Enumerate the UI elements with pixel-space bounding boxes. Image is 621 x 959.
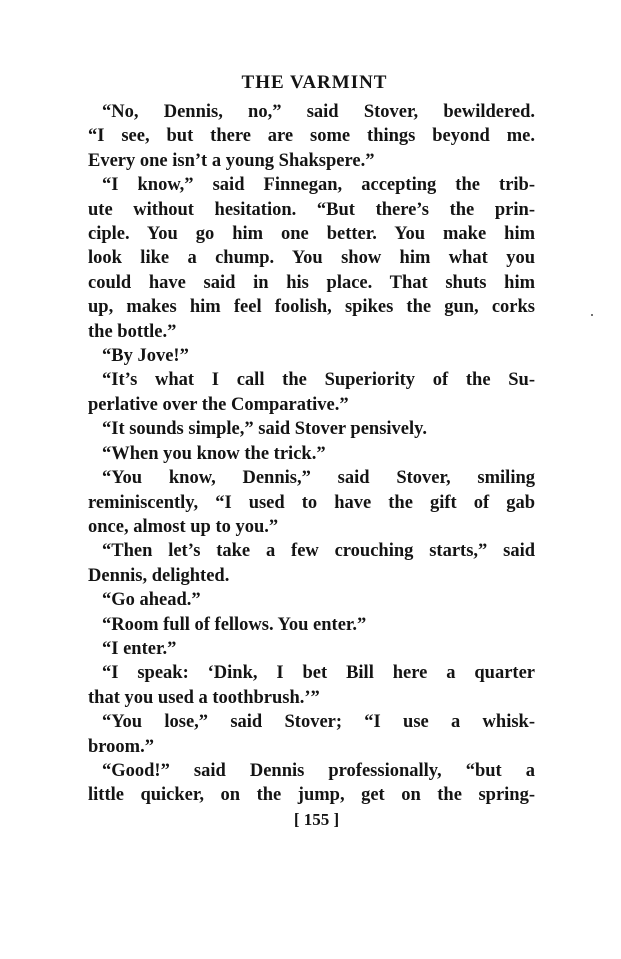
running-head: THE VARMINT — [241, 72, 388, 93]
text-line: “I enter.” — [102, 638, 177, 659]
book-page — [88, 70, 535, 830]
text-line: “Good!” said Dennis professionally, “but a — [102, 760, 535, 781]
text-line: little quicker, on the jump, get on the spring- — [88, 785, 535, 806]
text-line: look like a chump. You show him what you — [88, 248, 535, 269]
text-line: “You know, Dennis,” said Stover, smiling — [102, 468, 535, 489]
text-line: “When you know the trick.” — [102, 443, 326, 464]
text-line: “By Jove!” — [102, 346, 189, 367]
text-line: ute without hesitation. “But there’s the prin- — [88, 199, 535, 220]
text-line: Dennis, delighted. — [88, 565, 230, 586]
text-line: could have said in his place. That shuts him — [88, 272, 535, 293]
text-line: “I know,” said Finnegan, accepting the trib- — [102, 175, 535, 196]
body-text — [88, 100, 535, 808]
text-line: that you used a toothbrush.’” — [88, 687, 320, 708]
text-line: “It’s what I call the Superiority of the Su- — [102, 370, 535, 391]
text-line: reminiscently, “I used to have the gift of gab — [88, 492, 535, 513]
text-line: up, makes him feel foolish, spikes the gun, corks — [88, 297, 535, 318]
text-line: “Go ahead.” — [102, 590, 201, 611]
text-line: “It sounds simple,” said Stover pensively. — [102, 419, 428, 440]
text-line: once, almost up to you.” — [88, 516, 279, 537]
text-line: “No, Dennis, no,” said Stover, bewildered. — [102, 102, 535, 122]
text-line: perlative over the Comparative.” — [88, 394, 349, 415]
text-line: Every one isn’t a young Shakspere.” — [88, 150, 375, 171]
text-line: “Room full of fellows. You enter.” — [102, 614, 367, 635]
text-line: “You lose,” said Stover; “I use a whisk- — [102, 712, 535, 733]
text-line: broom.” — [88, 736, 154, 757]
paper-speck — [591, 314, 593, 316]
text-line: the bottle.” — [88, 321, 177, 342]
page-number: [ 155 ] — [293, 809, 340, 829]
text-line: ciple. You go him one better. You make him — [88, 224, 535, 245]
text-line: “Then let’s take a few crouching starts,” said — [102, 541, 535, 562]
text-line: “I see, but there are some things beyond me. — [88, 126, 535, 147]
text-line: “I speak: ‘Dink, I bet Bill here a quarter — [102, 663, 535, 684]
